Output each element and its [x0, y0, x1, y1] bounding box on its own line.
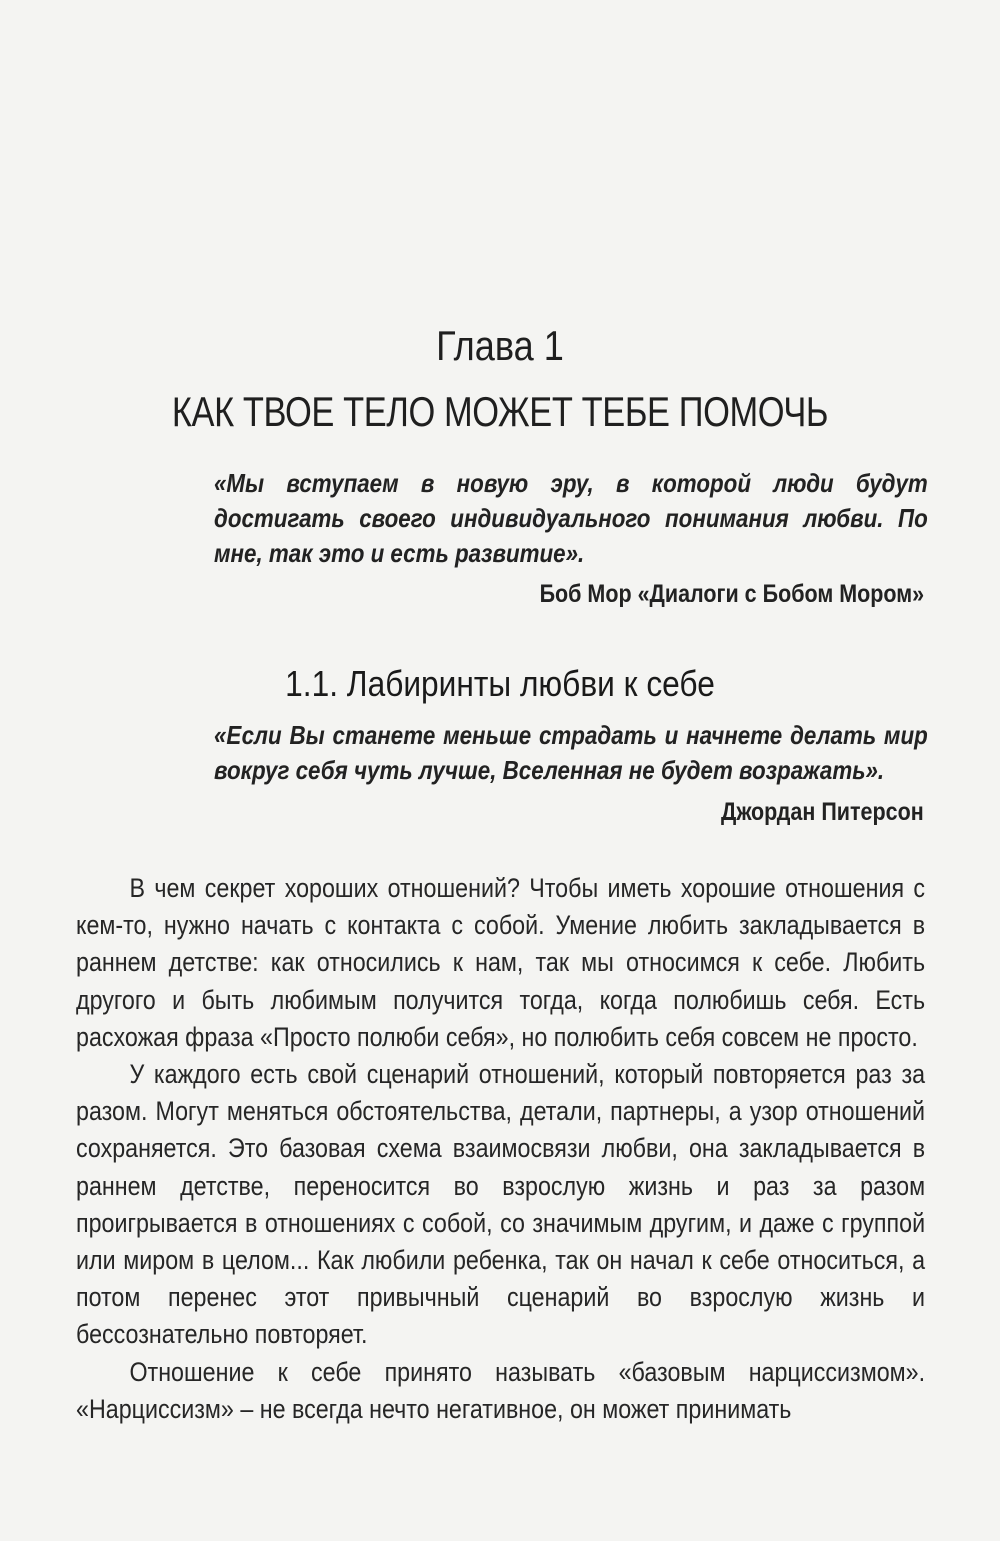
epigraph-author-2: Джордан Питерсон — [721, 798, 924, 826]
epigraph-quote-2: «Если Вы станете меньше страдать и начнете делать мир вокруг себя чуть лучше, Вселенная не будет возражать». — [214, 720, 928, 785]
paragraph: Отношение к себе принято называть «базовым нарциссизмом». «Нарциссизм» – не всегда нечто негативное, он может принимать — [76, 1356, 926, 1424]
epigraph-author-1: Боб Мор «Диалоги с Бобом Мором» — [539, 580, 924, 608]
section-title: 1.1. Лабиринты любви к себе — [285, 663, 715, 704]
paragraph: В чем секрет хороших отношений? Чтобы иметь хорошие отношения с кем-то, нужно начать с контакта с собой. Умение любить закладывается в раннем детстве: как относились к нам, так мы относимся к себе. Любить другого и быть любимым получится тогда, когда полюбишь себя. Есть расхожая фраза «Просто полюби себя», но полюбить себя совсем не просто. — [76, 873, 926, 1052]
chapter-title: КАК ТВОЕ ТЕЛО МОЖЕТ ТЕБЕ ПОМОЧЬ — [171, 388, 829, 435]
epigraph-quote-1: «Мы вступаем в новую эру, в которой люди будут достигать своего индивидуального понимания любви. По мне, так это и есть развитие». — [214, 468, 928, 568]
chapter-label: Глава 1 — [436, 322, 564, 369]
body-text — [76, 870, 925, 1428]
paragraph: У каждого есть свой сценарий отношений, который повторяется раз за разом. Могут меняться обстоятельства, детали, партнеры, а узор отношений сохраняется. Это базовая схема взаимосвязи любви, она закладывается в раннем детстве, переносится во взрослую жизнь и раз за разом проигрывается в отношениях с собой, со значимым другим, и даже с группой или миром в целом... Как любили ребенка, так он начал к себе относиться, а потом перенес этот привычный сценарий во взрослую жизнь и бессознательно повторяет. — [76, 1059, 926, 1350]
